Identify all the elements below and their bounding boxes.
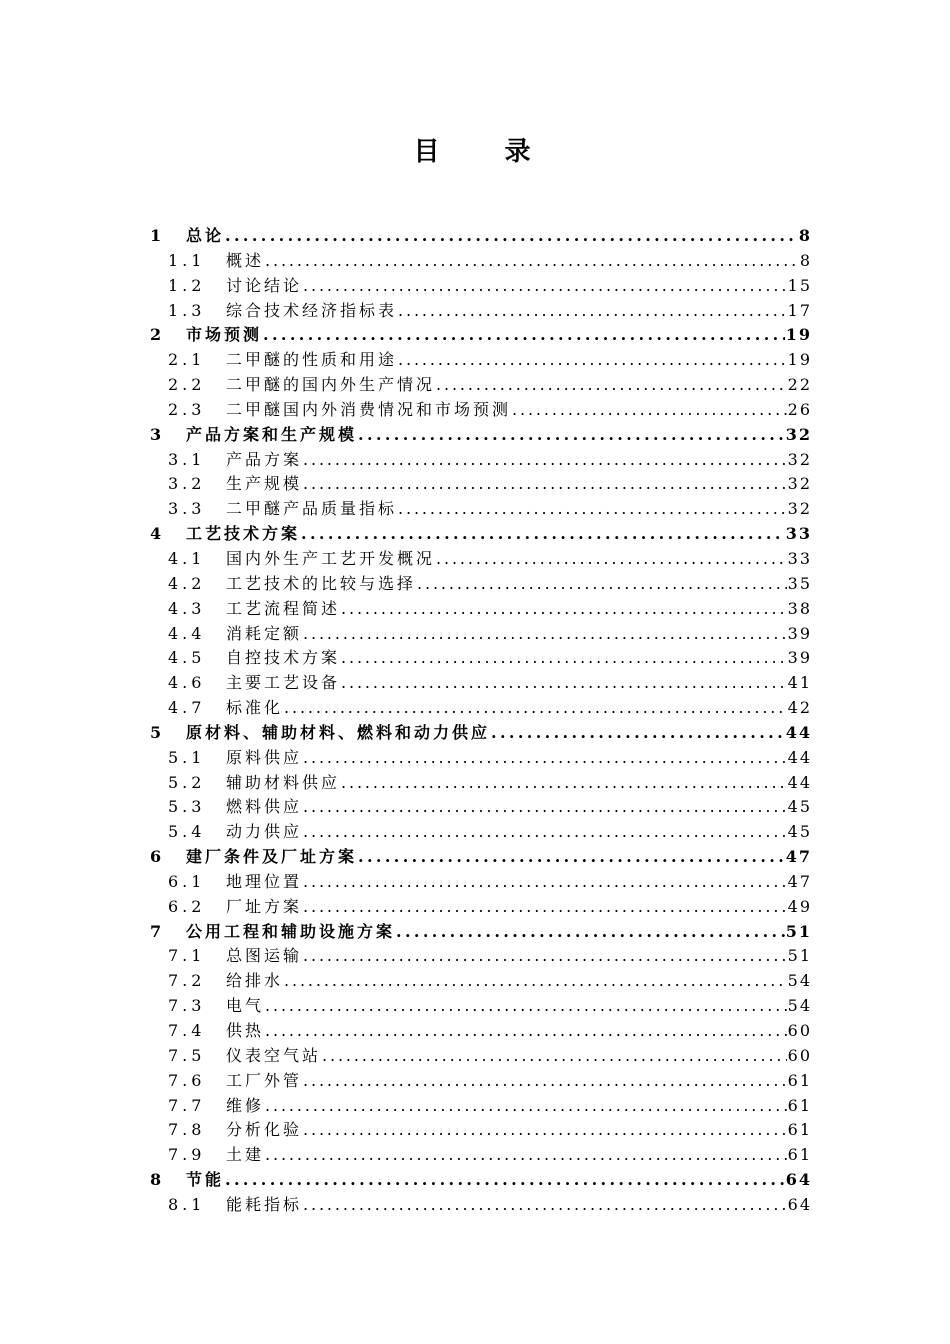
toc-entry-number: 8 <box>150 1170 162 1190</box>
toc-entry-label: 生产规模 <box>226 474 303 494</box>
toc-section-entry[interactable] <box>150 1069 812 1094</box>
toc-entry-number: 4.7 <box>168 698 206 718</box>
toc-entry-label: 市场预测 <box>186 325 263 345</box>
toc-dot-leader <box>303 472 787 497</box>
toc-dot-leader <box>417 572 787 597</box>
toc-entry-label: 二甲醚国内外消费情况和市场预测 <box>226 399 512 419</box>
toc-section-entry[interactable] <box>150 472 812 497</box>
toc-entry-page-number: 17 <box>787 300 812 320</box>
toc-entry-label: 地理位置 <box>226 871 303 891</box>
toc-dot-leader <box>263 323 785 348</box>
toc-dot-leader <box>303 944 787 969</box>
toc-entry-number: 4.5 <box>168 648 206 668</box>
toc-dot-leader <box>225 224 798 249</box>
toc-section-entry[interactable] <box>150 646 812 671</box>
toc-section-entry[interactable] <box>150 696 812 721</box>
toc-entry-number: 7.3 <box>168 996 206 1016</box>
toc-chapter-entry[interactable] <box>150 845 812 870</box>
toc-dot-leader <box>436 373 787 398</box>
toc-dot-leader <box>303 746 787 771</box>
toc-chapter-entry[interactable] <box>150 423 812 448</box>
toc-section-entry[interactable] <box>150 671 812 696</box>
toc-dot-leader <box>303 622 787 647</box>
toc-entry-number: 3.1 <box>168 449 206 469</box>
toc-dot-leader <box>341 671 787 696</box>
toc-dot-leader <box>265 249 799 274</box>
toc-entry-page-number: 26 <box>787 399 812 419</box>
toc-entry-label: 主要工艺设备 <box>226 673 341 693</box>
toc-entry-number: 4 <box>150 524 162 544</box>
toc-entry-number: 1.3 <box>168 300 206 320</box>
toc-entry-label: 讨论结论 <box>226 275 303 295</box>
toc-entry-label: 原料供应 <box>226 747 303 767</box>
toc-section-entry[interactable] <box>150 1193 812 1218</box>
toc-dot-leader <box>303 895 787 920</box>
toc-entry-number: 6 <box>150 847 162 867</box>
toc-entry-page-number: 47 <box>787 871 812 891</box>
toc-dot-leader <box>358 845 785 870</box>
toc-entry-number: 2.1 <box>168 350 206 370</box>
toc-entry-number: 7.9 <box>168 1145 206 1165</box>
toc-entry-number: 4.4 <box>168 623 206 643</box>
toc-entry-page-number: 41 <box>787 673 812 693</box>
toc-dot-leader <box>358 423 785 448</box>
toc-entry-number: 4.1 <box>168 548 206 568</box>
toc-dot-leader <box>225 1168 785 1193</box>
toc-section-entry[interactable] <box>150 994 812 1019</box>
toc-entry-label: 国内外生产工艺开发概况 <box>226 548 436 568</box>
toc-dot-leader <box>303 795 787 820</box>
toc-section-entry[interactable] <box>150 622 812 647</box>
toc-dot-leader <box>284 969 787 994</box>
toc-section-entry[interactable] <box>150 944 812 969</box>
toc-entry-page-number: 54 <box>787 971 812 991</box>
toc-section-entry[interactable] <box>150 1019 812 1044</box>
toc-entry-number: 4.6 <box>168 673 206 693</box>
toc-entry-label: 仪表空气站 <box>226 1045 322 1065</box>
toc-chapter-entry[interactable] <box>150 721 812 746</box>
toc-entry-number: 2 <box>150 325 162 345</box>
toc-dot-leader <box>341 771 787 796</box>
toc-entry-label: 能耗指标 <box>226 1194 303 1214</box>
toc-section-entry[interactable] <box>150 274 812 299</box>
toc-entry-page-number: 64 <box>787 1194 812 1214</box>
toc-entry-label: 产品方案和生产规模 <box>186 424 358 444</box>
toc-entry-number: 2.2 <box>168 375 206 395</box>
toc-entry-number: 5.3 <box>168 797 206 817</box>
toc-entry-number: 5.4 <box>168 822 206 842</box>
toc-entry-number: 3 <box>150 424 162 444</box>
toc-entry-page-number: 32 <box>787 449 812 469</box>
toc-chapter-entry[interactable] <box>150 323 812 348</box>
toc-entry-page-number: 45 <box>787 822 812 842</box>
toc-chapter-entry[interactable] <box>150 920 812 945</box>
toc-entry-page-number: 39 <box>787 648 812 668</box>
toc-entry-page-number: 42 <box>787 698 812 718</box>
toc-entry-page-number: 38 <box>787 598 812 618</box>
toc-section-entry[interactable] <box>150 1044 812 1069</box>
toc-dot-leader <box>341 597 787 622</box>
toc-dot-leader <box>301 522 785 547</box>
toc-section-entry[interactable] <box>150 597 812 622</box>
toc-dot-leader <box>303 820 787 845</box>
table-of-contents <box>150 224 812 1218</box>
toc-section-entry[interactable] <box>150 448 812 473</box>
toc-entry-number: 5.1 <box>168 747 206 767</box>
toc-entry-page-number: 49 <box>787 896 812 916</box>
toc-entry-page-number: 44 <box>787 772 812 792</box>
toc-entry-number: 7.2 <box>168 971 206 991</box>
toc-entry-page-number: 44 <box>787 747 812 767</box>
toc-chapter-entry[interactable] <box>150 522 812 547</box>
toc-entry-label: 二甲醚的国内外生产情况 <box>226 375 436 395</box>
toc-section-entry[interactable] <box>150 398 812 423</box>
toc-section-entry[interactable] <box>150 820 812 845</box>
toc-entry-page-number: 35 <box>787 573 812 593</box>
toc-section-entry[interactable] <box>150 895 812 920</box>
toc-entry-number: 7 <box>150 921 162 941</box>
toc-entry-label: 标准化 <box>226 698 284 718</box>
toc-section-entry[interactable] <box>150 1118 812 1143</box>
toc-section-entry[interactable] <box>150 348 812 373</box>
toc-dot-leader <box>491 721 785 746</box>
toc-section-entry[interactable] <box>150 547 812 572</box>
toc-entry-page-number: 33 <box>787 548 812 568</box>
toc-dot-leader <box>303 274 787 299</box>
toc-entry-number: 5.2 <box>168 772 206 792</box>
toc-section-entry[interactable] <box>150 299 812 324</box>
toc-entry-number: 7.6 <box>168 1070 206 1090</box>
toc-dot-leader <box>265 1019 787 1044</box>
toc-dot-leader <box>303 448 787 473</box>
toc-entry-number: 3.2 <box>168 474 206 494</box>
toc-entry-number: 4.3 <box>168 598 206 618</box>
toc-entry-number: 7.5 <box>168 1045 206 1065</box>
toc-entry-page-number: 60 <box>787 1021 812 1040</box>
toc-section-entry[interactable] <box>150 746 812 771</box>
toc-entry-number: 3.3 <box>168 499 206 519</box>
toc-section-entry[interactable] <box>150 795 812 820</box>
toc-entry-label: 原材料、辅助材料、燃料和动力供应 <box>186 722 491 742</box>
toc-entry-label: 自控技术方案 <box>226 648 341 668</box>
toc-entry-label: 动力供应 <box>226 822 303 842</box>
toc-entry-label: 节能 <box>186 1170 225 1190</box>
toc-entry-label: 电气 <box>226 996 265 1016</box>
toc-section-entry[interactable] <box>150 870 812 895</box>
toc-chapter-entry[interactable] <box>150 224 812 249</box>
toc-dot-leader <box>512 398 787 423</box>
toc-dot-leader <box>303 1118 787 1143</box>
toc-entry-label: 工厂外管 <box>226 1070 303 1090</box>
toc-section-entry[interactable] <box>150 249 812 274</box>
toc-dot-leader <box>398 348 787 373</box>
toc-entry-number: 4.2 <box>168 573 206 593</box>
toc-entry-page-number: 19 <box>785 325 812 345</box>
toc-section-entry[interactable] <box>150 771 812 796</box>
toc-entry-page-number: 44 <box>785 722 812 742</box>
toc-section-entry[interactable] <box>150 969 812 994</box>
toc-entry-label: 综合技术经济指标表 <box>226 300 398 320</box>
toc-entry-number: 7.8 <box>168 1120 206 1140</box>
toc-dot-leader <box>265 994 787 1019</box>
toc-entry-number: 1.2 <box>168 275 206 295</box>
toc-entry-page-number: 54 <box>787 996 812 1016</box>
toc-entry-page-number: 22 <box>787 375 812 395</box>
toc-dot-leader <box>341 646 787 671</box>
toc-entry-label: 辅助材料供应 <box>226 772 341 792</box>
toc-entry-page-number: 19 <box>787 350 812 370</box>
toc-section-entry[interactable] <box>150 1143 812 1168</box>
toc-entry-number: 7.1 <box>168 946 206 966</box>
toc-entry-number: 1.1 <box>168 250 206 270</box>
toc-section-entry[interactable] <box>150 572 812 597</box>
toc-entry-page-number: 8 <box>799 250 812 270</box>
toc-entry-label: 供热 <box>226 1021 265 1040</box>
toc-entry-page-number: 61 <box>787 1145 812 1165</box>
toc-entry-label: 维修 <box>226 1095 265 1115</box>
toc-entry-number: 1 <box>150 226 162 245</box>
toc-entry-label: 给排水 <box>226 971 284 991</box>
toc-entry-number: 2.3 <box>168 399 206 419</box>
toc-entry-page-number: 8 <box>798 226 812 245</box>
toc-entry-page-number: 15 <box>787 275 812 295</box>
toc-entry-page-number: 45 <box>787 797 812 817</box>
toc-chapter-entry[interactable] <box>150 1168 812 1193</box>
toc-section-entry[interactable] <box>150 1094 812 1119</box>
page-title: 目 录 <box>413 137 559 167</box>
toc-entry-label: 概述 <box>226 250 265 270</box>
toc-dot-leader <box>398 497 787 522</box>
toc-dot-leader <box>284 696 787 721</box>
toc-entry-label: 产品方案 <box>226 449 303 469</box>
toc-section-entry[interactable] <box>150 373 812 398</box>
toc-entry-page-number: 61 <box>787 1120 812 1140</box>
toc-entry-page-number: 32 <box>785 424 812 444</box>
toc-entry-page-number: 33 <box>785 524 812 544</box>
toc-entry-label: 公用工程和辅助设施方案 <box>186 921 396 941</box>
toc-entry-number: 5 <box>150 722 162 742</box>
toc-dot-leader <box>303 1069 787 1094</box>
toc-entry-label: 建厂条件及厂址方案 <box>186 847 358 867</box>
toc-entry-label: 分析化验 <box>226 1120 303 1140</box>
toc-dot-leader <box>322 1044 787 1069</box>
toc-dot-leader <box>303 1193 787 1218</box>
toc-entry-label: 二甲醚的性质和用途 <box>226 350 398 370</box>
toc-dot-leader <box>396 920 785 945</box>
toc-entry-number: 8.1 <box>168 1194 206 1214</box>
toc-entry-number: 6.1 <box>168 871 206 891</box>
toc-entry-label: 工艺流程简述 <box>226 598 341 618</box>
toc-entry-label: 消耗定额 <box>226 623 303 643</box>
toc-dot-leader <box>265 1094 787 1119</box>
toc-dot-leader <box>436 547 787 572</box>
toc-entry-number: 7.7 <box>168 1095 206 1115</box>
toc-entry-label: 总论 <box>186 226 225 245</box>
toc-entry-label: 燃料供应 <box>226 797 303 817</box>
toc-entry-page-number: 47 <box>785 847 812 867</box>
toc-entry-label: 工艺技术方案 <box>186 524 301 544</box>
toc-entry-page-number: 39 <box>787 623 812 643</box>
toc-entry-label: 厂址方案 <box>226 896 303 916</box>
toc-entry-page-number: 60 <box>787 1045 812 1065</box>
toc-entry-label: 二甲醚产品质量指标 <box>226 499 398 519</box>
toc-dot-leader <box>303 870 787 895</box>
toc-entry-page-number: 51 <box>787 946 812 966</box>
toc-entry-page-number: 32 <box>787 499 812 519</box>
toc-entry-page-number: 61 <box>787 1095 812 1115</box>
toc-entry-number: 7.4 <box>168 1021 206 1040</box>
toc-entry-page-number: 51 <box>785 921 812 941</box>
toc-dot-leader <box>265 1143 787 1168</box>
toc-dot-leader <box>398 299 787 324</box>
toc-entry-label: 土建 <box>226 1145 265 1165</box>
toc-entry-page-number: 64 <box>785 1170 812 1190</box>
toc-section-entry[interactable] <box>150 497 812 522</box>
toc-entry-label: 工艺技术的比较与选择 <box>226 573 417 593</box>
toc-entry-label: 总图运输 <box>226 946 303 966</box>
toc-entry-number: 6.2 <box>168 896 206 916</box>
toc-entry-page-number: 32 <box>787 474 812 494</box>
toc-entry-page-number: 61 <box>787 1070 812 1090</box>
